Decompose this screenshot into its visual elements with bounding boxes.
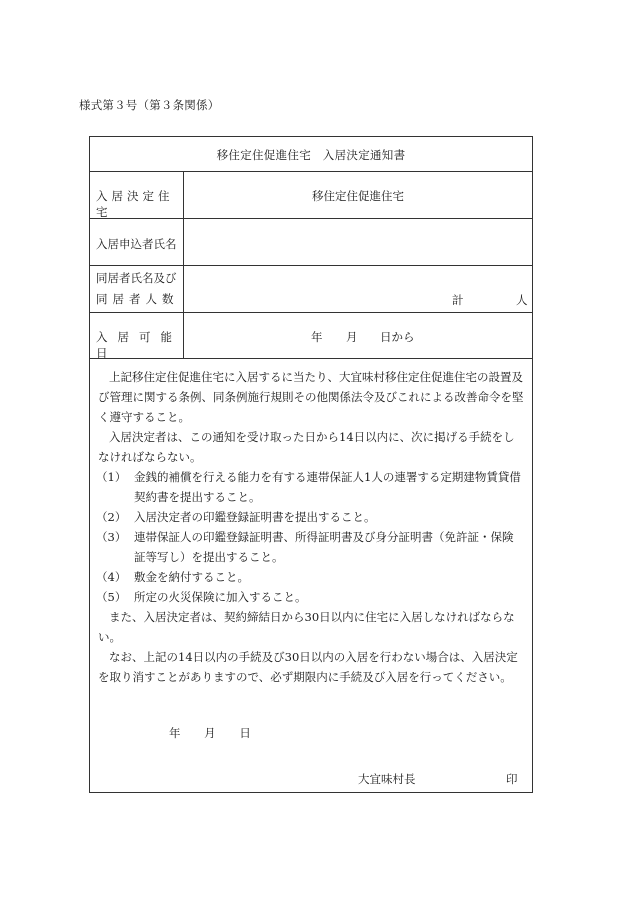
residence-value: 移住定住促進住宅 [312,189,404,203]
item-text: 連帯保証人の印鑑登録証明書、所得証明書及び身分証明書（免許証・保険証等写し）を提出すること。 [134,530,514,564]
people-unit: 人 [516,293,528,307]
item-number: （1） [96,470,127,484]
paragraph-1: 上記移住定住促進住宅に入居するに当たり、大宜味村移住定住促進住宅の設置及び管理に関する条例、同条例施行規則その他関係法令及びこれによる改善命令を堅く遵守すること。 [98,370,524,424]
applicant-label: 入居申込者氏名 [96,237,177,251]
notice-form [89,136,533,793]
residence-label-cell [90,172,184,218]
move-in-row [90,313,532,359]
item-text: 入居決定者の印鑑登録証明書を提出すること。 [134,510,376,524]
paragraph-3: また、入居決定者は、契約締結日から30日以内に住宅に入居しなければならない。 [98,610,515,644]
item-number: （3） [96,530,127,544]
title-row [90,137,532,172]
residence-label: 入居決定住宅 [96,189,174,219]
seal-mark: 印 [506,772,518,786]
issue-year: 年 [169,726,181,740]
issue-month: 月 [204,726,216,740]
signer-title: 大宜味村長 [358,772,416,786]
list-item [96,467,524,507]
move-in-value-cell [184,313,532,358]
cohabitant-label-cell [90,266,184,312]
cohabitant-row [90,266,532,313]
issue-date [169,725,271,741]
move-in-label-cell [90,313,184,358]
item-number: （5） [96,590,127,604]
form-number: 様式第３号（第３条関係） [79,98,220,112]
applicant-row [90,219,532,266]
move-in-month: 月 [346,330,358,344]
cohabitant-label-line2: 同居者人数 [96,292,179,306]
residence-row [90,172,532,219]
item-number: （2） [96,510,127,524]
paragraph-4: なお、上記の14日以内の手続及び30日以内の入居を行わない場合は、入居決定を取り消すことがありますので、必ず期限内に手続及び入居を行ってください。 [98,650,518,684]
total-label: 計 [452,293,464,307]
item-text: 所定の火災保険に加入すること。 [134,590,307,604]
cohabitant-label-line1: 同居者氏名及び [96,271,177,285]
move-in-label: 入居可能日 [96,330,182,360]
applicant-label-cell [90,219,184,265]
applicant-value-cell [184,219,532,265]
list-item [96,587,524,607]
paragraph-2: 入居決定者は、この通知を受け取った日から14日以内に、次に掲げる手続をしなければならない。 [98,430,515,464]
issue-day: 日 [239,726,251,740]
cohabitant-value-cell [184,266,532,312]
residence-value-cell [184,172,532,218]
move-in-day-from: 日から [380,330,415,344]
item-text: 金銭的補償を行える能力を有する連帯保証人1人の連署する定期建物賃貸借契約書を提出すること。 [134,470,521,504]
list-item [96,507,524,527]
document-title: 移住定住促進住宅 入居決定通知書 [216,148,406,162]
item-number: （4） [96,570,127,584]
list-item [96,567,524,587]
move-in-year: 年 [311,330,323,344]
list-item [96,527,524,567]
notice-body [90,359,532,792]
item-text: 敷金を納付すること。 [134,570,249,584]
